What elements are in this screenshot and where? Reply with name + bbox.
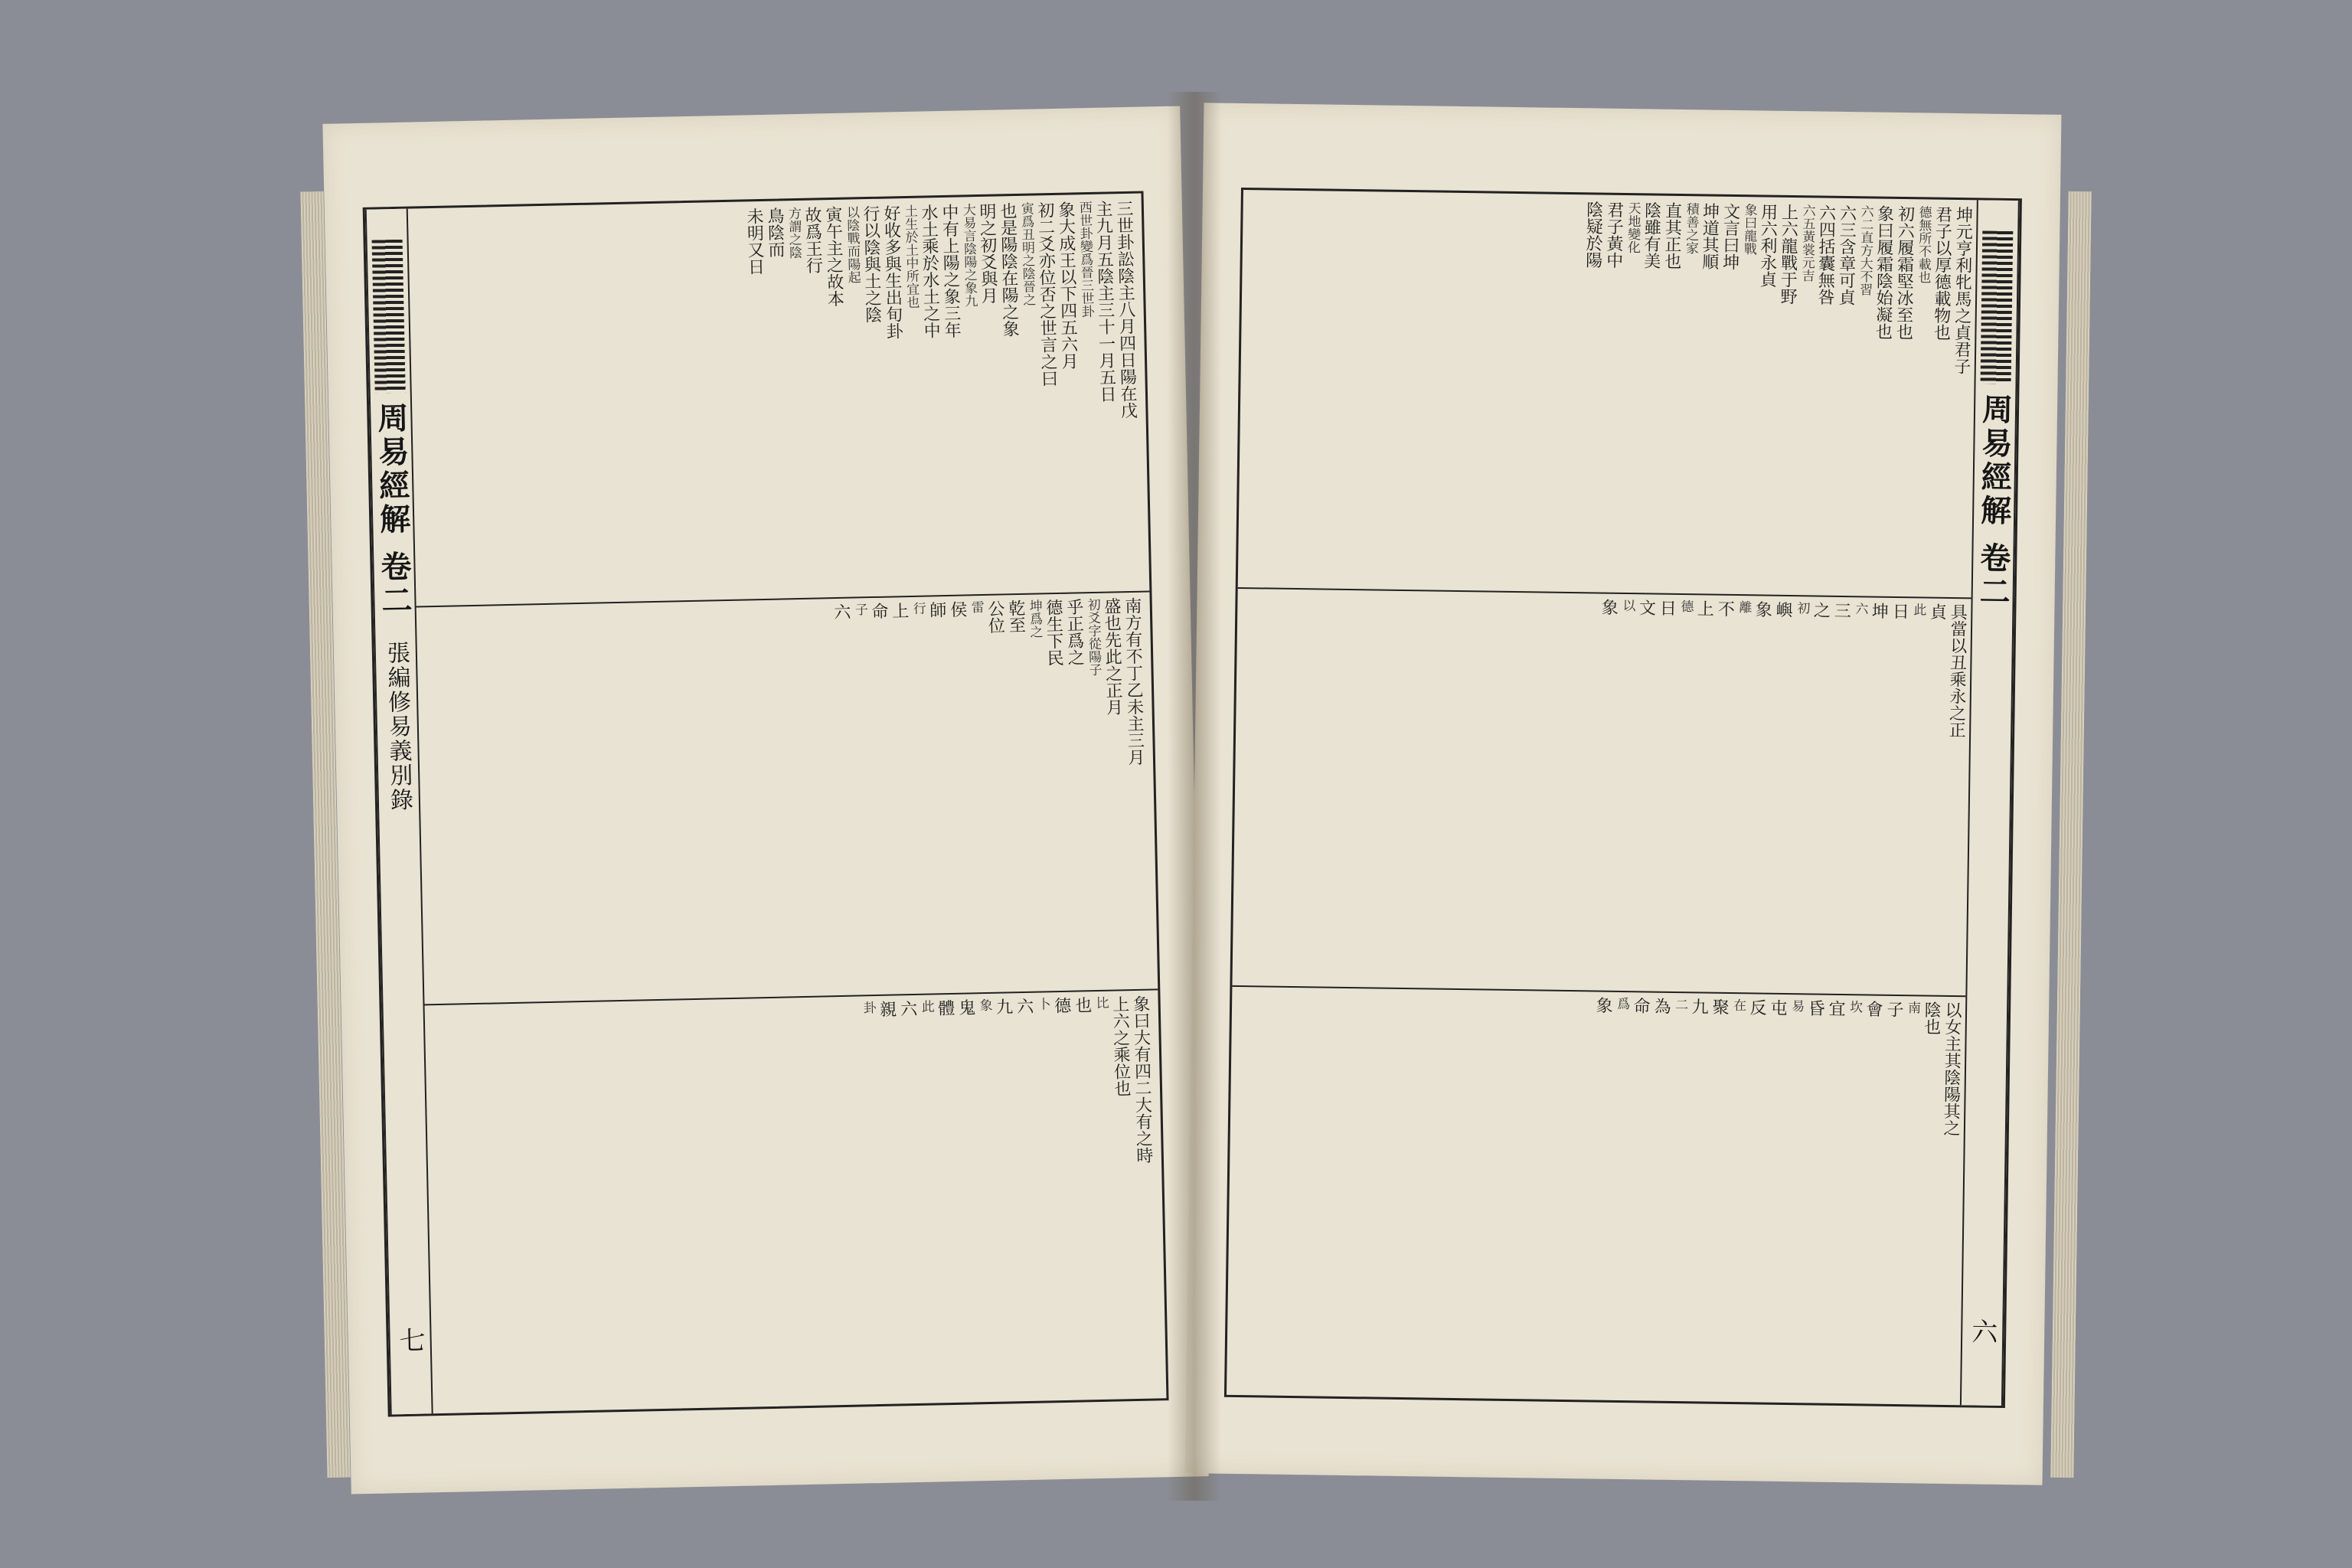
text-column: 陰疑於陽 — [1583, 201, 1603, 269]
text-column: 土生於土中所宜也 — [901, 204, 920, 309]
text-column: 侯 — [947, 600, 968, 619]
text-column: 象曰龍戰 — [1740, 203, 1757, 256]
text-column: 陰也 — [1921, 1001, 1942, 1035]
text-column: 師 — [926, 601, 947, 619]
text-column: 好收多與生出旬卦 — [880, 204, 903, 340]
text-column: 鳥陰而 — [764, 207, 786, 258]
text-column: 初六履霜堅冰至也 — [1893, 204, 1915, 341]
left-page — [322, 106, 1208, 1494]
text-column: 盛也先此之正月 — [1101, 597, 1123, 717]
text-column: 象曰履霜陰始凝也 — [1873, 204, 1894, 340]
text-column: 象大成王以下四五六月 — [1055, 201, 1079, 370]
text-column: 德生下民 — [1043, 599, 1064, 667]
text-column: 寅爲丑明之陰晉之 — [1018, 201, 1036, 306]
right-page — [1185, 103, 2062, 1485]
left-lower-band — [428, 995, 1159, 1407]
text-column: 九 — [993, 998, 1013, 1015]
text-column: 也 — [1072, 995, 1092, 1014]
folio-number: 六 — [1966, 1318, 1998, 1344]
text-column: 此 — [1910, 603, 1926, 616]
left-middle-band — [420, 597, 1150, 998]
text-column: 三世卦訟陰主八月四日陽在戊 — [1113, 199, 1138, 420]
text-column: 二 — [1672, 997, 1688, 1011]
fishtail-ornament — [1981, 230, 2014, 384]
text-column: 德 — [1051, 996, 1071, 1014]
text-column: 德 — [1677, 599, 1694, 613]
text-column: 象 — [1599, 598, 1619, 616]
text-column: 主九月五陰主三十一月五日 — [1093, 200, 1117, 403]
text-column: 聚 — [1709, 998, 1730, 1015]
text-column: 屯 — [1767, 998, 1788, 1016]
text-column: 六五黃裳元吉 — [1798, 204, 1815, 283]
fishtail-ornament — [372, 240, 406, 394]
text-column: 上 — [1694, 599, 1714, 618]
text-column: 命 — [868, 603, 889, 620]
text-column: 君子以厚德載物也 — [1931, 205, 1952, 341]
text-column: 明之初爻與月 — [976, 202, 998, 305]
text-column: 以陰戰而陽起 — [843, 205, 861, 284]
book-gutter — [1168, 92, 1221, 1501]
text-column: 水土乘於水土之中 — [918, 204, 941, 339]
text-column: 未明又日 — [743, 207, 765, 276]
text-column: 六二直方大不習 — [1857, 204, 1873, 296]
text-column: 初二爻亦位否之世言之曰 — [1034, 201, 1058, 387]
text-column: 嶼 — [1773, 601, 1793, 619]
text-column: 九 — [1688, 998, 1709, 1015]
text-column: 陰雖有美 — [1641, 201, 1661, 270]
text-column: 象曰大有四二大有之時 — [1130, 995, 1154, 1164]
text-column: 坤 — [1869, 602, 1889, 620]
text-column: 上六龍戰于野 — [1777, 203, 1798, 305]
text-column: 文言曰坤 — [1720, 202, 1740, 271]
text-column: 大易言陰陽之象九 — [959, 203, 978, 308]
text-column: 六三含章可貞 — [1835, 204, 1857, 306]
running-head: 周易經解 卷二 — [372, 401, 413, 619]
text-column: 在 — [1730, 998, 1746, 1012]
folio-number: 七 — [394, 1326, 426, 1354]
text-column: 也是陽陰在陽之象 — [997, 201, 1020, 338]
text-column: 六 — [1852, 602, 1868, 616]
text-column: 三 — [1831, 602, 1851, 619]
text-column: 南 — [1905, 1000, 1921, 1014]
text-column: 體 — [935, 998, 955, 1017]
text-column: 天地變化 — [1624, 201, 1641, 254]
text-column: 故爲王行 — [802, 206, 823, 274]
text-column: 上六之乘位也 — [1109, 995, 1132, 1097]
text-column: 會 — [1863, 1000, 1883, 1018]
text-column: 初 — [1794, 601, 1810, 615]
text-column: 親 — [877, 1000, 897, 1018]
text-column: 行以陰與土之陰 — [860, 204, 882, 324]
text-column: 乾至 — [1005, 599, 1026, 634]
text-column: 子 — [851, 603, 867, 616]
text-column: 文 — [1636, 599, 1656, 616]
text-column: 中有上陽之象三年 — [939, 203, 962, 339]
text-column: 公位 — [985, 599, 1005, 635]
text-column: 日 — [1890, 603, 1909, 620]
text-column: 貞 — [1927, 603, 1947, 621]
text-column: 宜 — [1825, 999, 1846, 1017]
text-column: 直其正也 — [1661, 201, 1682, 270]
text-column: 不 — [1715, 600, 1735, 618]
running-head: 周易經解 卷二 — [1974, 393, 2014, 609]
text-column: 易 — [1788, 998, 1805, 1013]
text-column: 六 — [1014, 997, 1034, 1015]
text-column: 六四括囊無咎 — [1815, 204, 1836, 305]
text-column: 西世卦變爲晉三世卦 — [1076, 200, 1094, 318]
text-column: 行 — [910, 601, 926, 616]
text-column: 具當以丑乘永之正 — [1946, 603, 1968, 739]
left-page-frame — [363, 191, 1169, 1416]
text-column: 爲 — [1614, 996, 1630, 1010]
text-column: 坎 — [1847, 999, 1863, 1014]
text-column: 上 — [889, 602, 910, 619]
right-upper-band — [1246, 196, 1974, 592]
text-column: 寅午主之故本 — [822, 205, 844, 308]
text-column: 日 — [1657, 599, 1677, 617]
text-column: 積善之家 — [1682, 202, 1699, 255]
text-column: 以 — [1619, 599, 1635, 612]
text-column: 六 — [831, 603, 851, 621]
text-column: 子 — [1883, 1000, 1904, 1018]
text-column: 象 — [976, 998, 992, 1012]
text-column: 為 — [1651, 997, 1671, 1014]
text-column: 昏 — [1805, 999, 1825, 1017]
text-column: 坤道其順 — [1699, 202, 1720, 270]
right-middle-band — [1240, 593, 1968, 989]
text-column: 初爻字從陽子 — [1084, 598, 1102, 677]
text-column: 用六利永貞 — [1757, 203, 1778, 288]
text-column: 此 — [918, 999, 934, 1013]
right-lower-band — [1234, 991, 1962, 1399]
text-column: 反 — [1746, 998, 1767, 1016]
text-column: 德無所不載也 — [1915, 205, 1932, 284]
text-column: 之 — [1811, 601, 1831, 619]
text-column: 六 — [897, 999, 917, 1018]
right-page-frame — [1224, 188, 2022, 1408]
text-column: 卦 — [860, 1000, 876, 1014]
text-column: 雷 — [968, 600, 984, 614]
text-column: 方謂之陰 — [785, 206, 802, 260]
text-column: 命 — [1630, 996, 1651, 1014]
text-column: 君子黃中 — [1603, 201, 1624, 269]
left-upper-band — [411, 200, 1142, 600]
text-column: 以女主其陰陽其之 — [1940, 1001, 1962, 1137]
text-column: 乎正爲之 — [1063, 598, 1085, 667]
text-column: 南方有不丁乙未主三月 — [1122, 597, 1145, 766]
text-column: 鬼 — [956, 998, 975, 1016]
text-column: 卜 — [1034, 997, 1050, 1011]
text-column: 比 — [1093, 995, 1109, 1009]
text-column: 離 — [1736, 600, 1752, 614]
text-column: 象 — [1592, 996, 1613, 1014]
text-column: 坤元亨利牝馬之貞君子 — [1951, 205, 1973, 375]
text-column: 坤爲之 — [1026, 599, 1043, 639]
compiler-credit: 張編修易義別錄 — [382, 640, 413, 813]
text-column: 象 — [1753, 600, 1772, 619]
